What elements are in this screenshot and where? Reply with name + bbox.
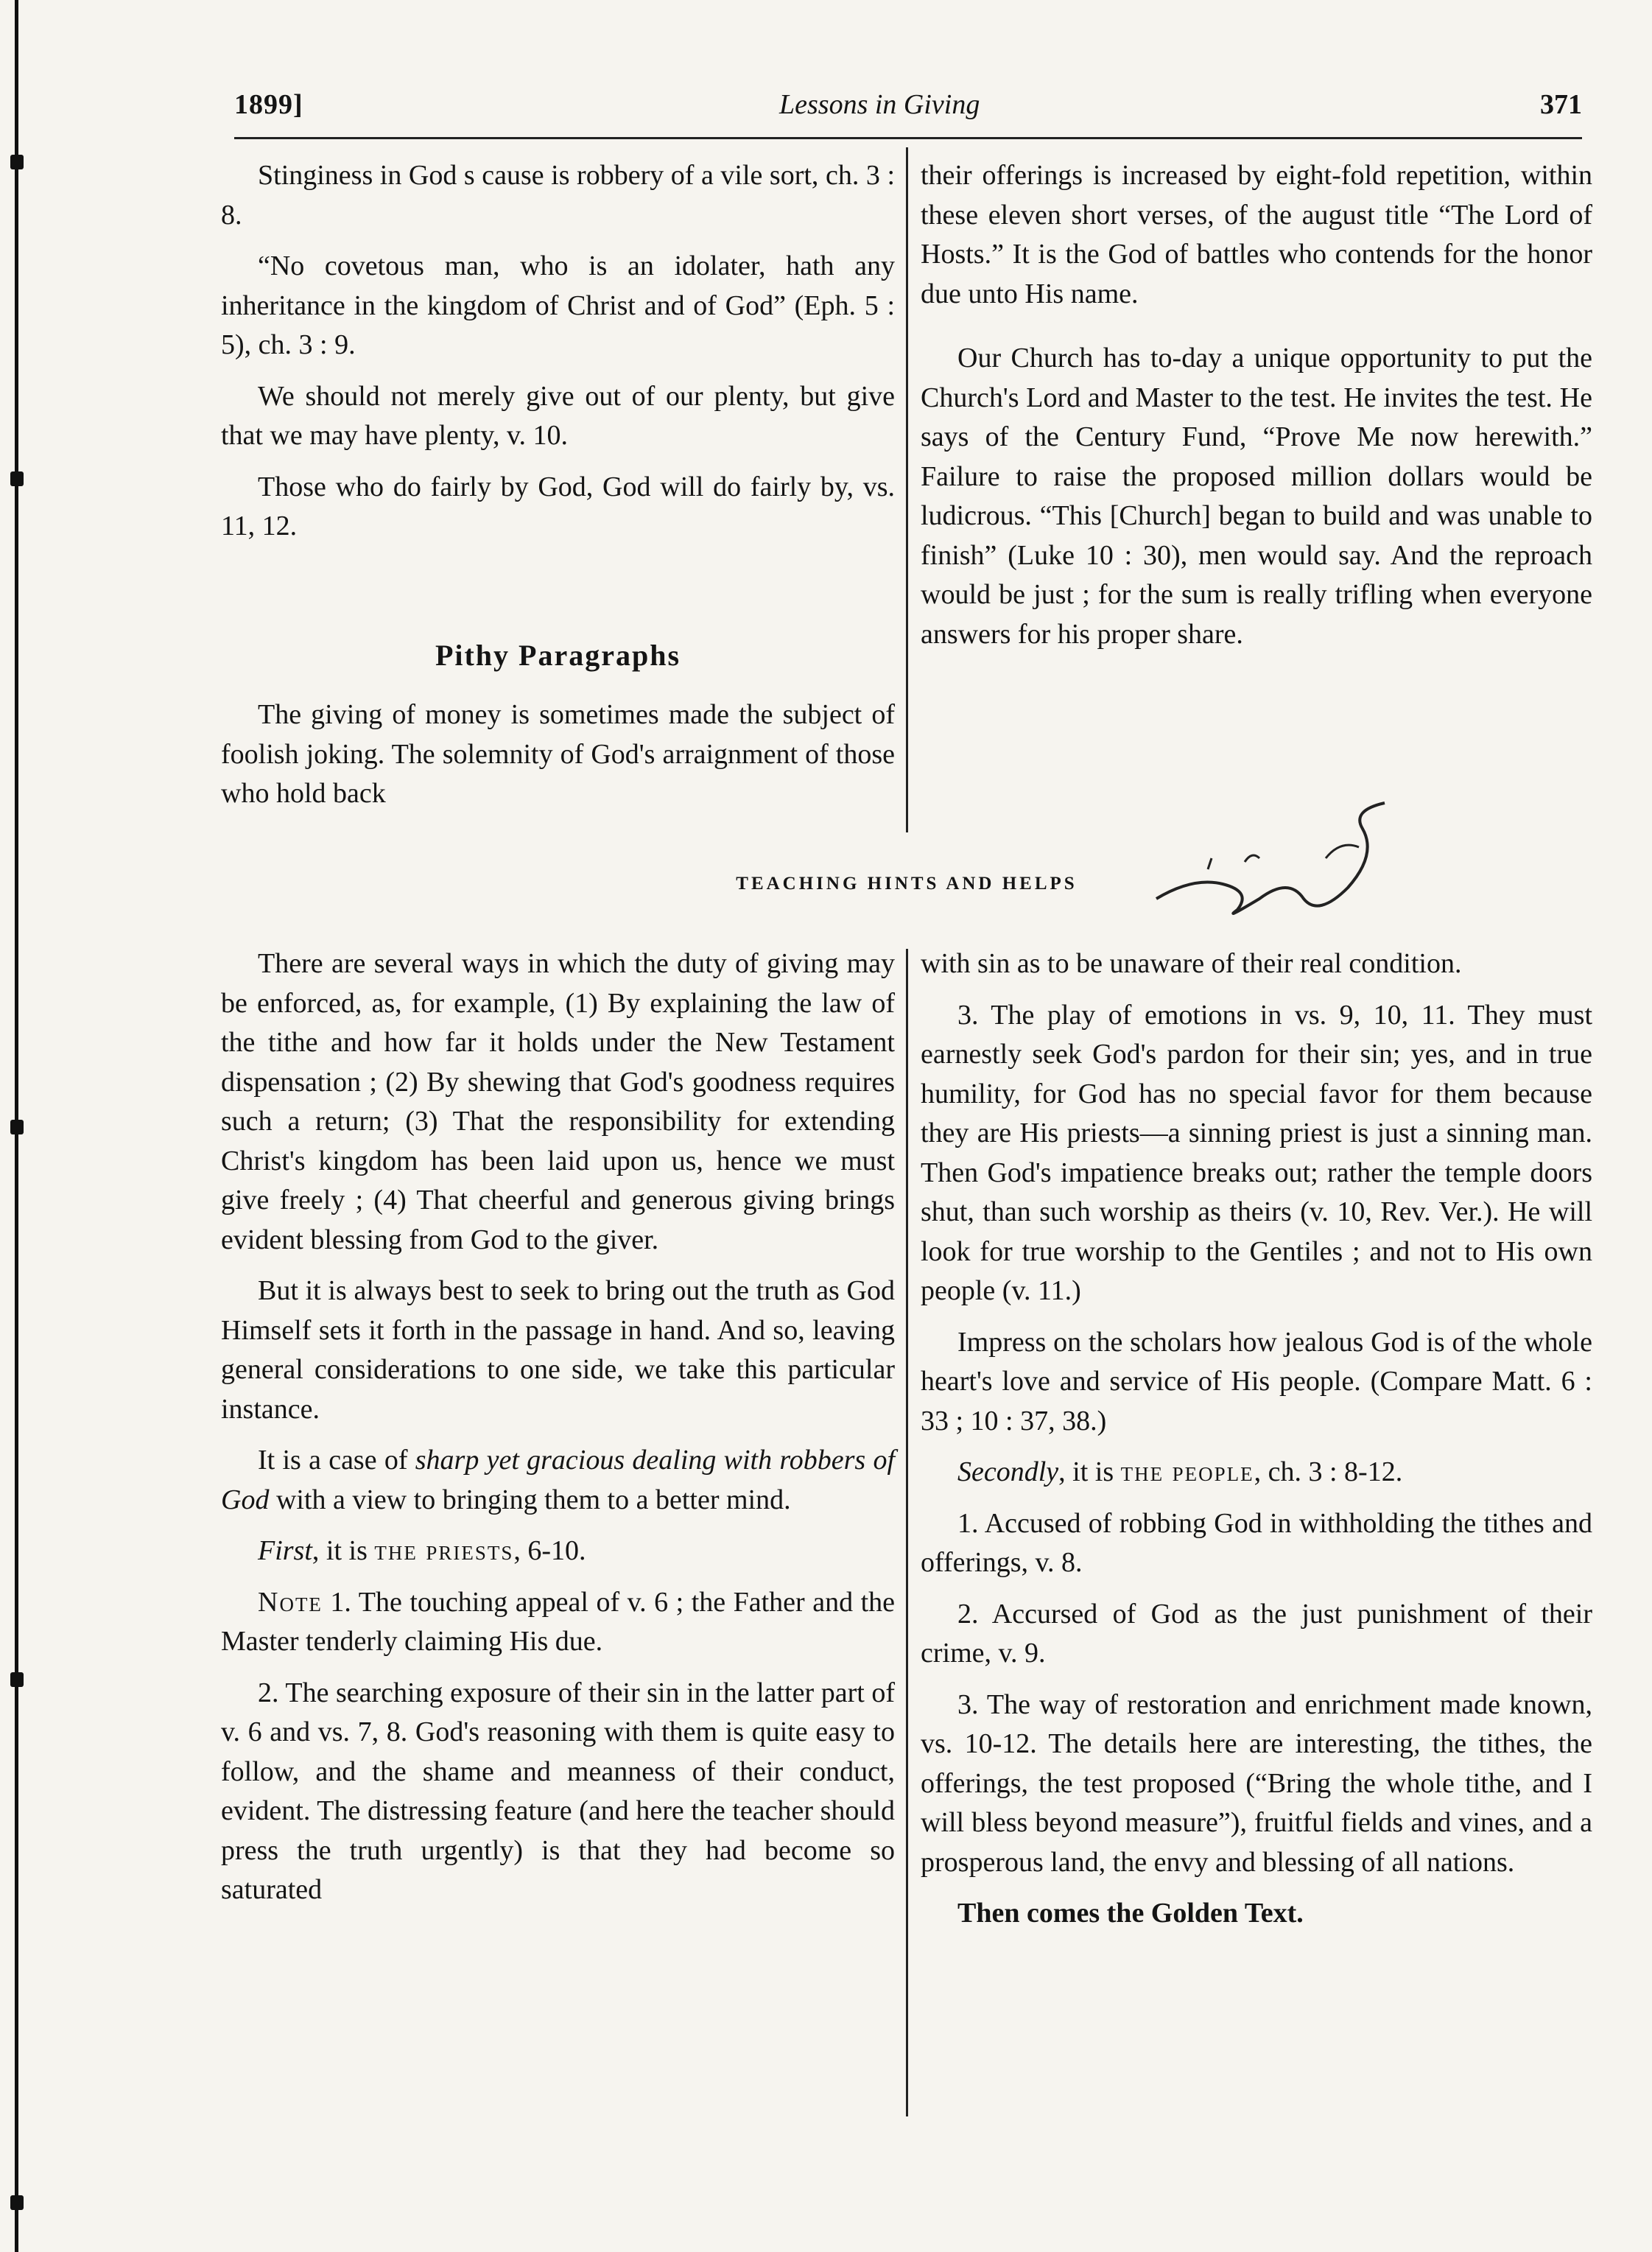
column-divider: [906, 949, 908, 2116]
emphasis: sharp yet gracious dealing with robbers of God: [221, 1445, 896, 1515]
paragraph: Stinginess in God s cause is robbery of a vile sort, ch. 3 : 8.: [221, 160, 895, 231]
paragraph: There are several ways in which the duty of giving may be enforced, as, for example, (1) By explaining the law of the tithe and how far it holds under the New Testament dispensation ; (2) By shewing that God's goodness requires such a return; (3) That the responsibility for extending Christ's kingdom has been laid upon us, hence we must give freely ; (4) That cheerful and generous giving brings evident blessing from God to the giver.: [221, 948, 895, 1255]
text-run: , it is: [1058, 1456, 1121, 1487]
paragraph: 3. The play of emotions in vs. 9, 10, 11. They must earnestly seek God's pardon for their sin; yes, and in true humility, for God has no special favor for them because they are His priests—a sinning priest is just a sinning man. Then God's impatience breaks out; rather the temple doors shut, than such worship as theirs (v. 10, Rev. Ver.). He will look for true worship to the Gentiles ; and not to His own people (v. 11.): [921, 999, 1592, 1306]
text-run: with a view to bringing them to a better mind.: [269, 1484, 791, 1515]
paragraph: their offerings is increased by eight-fold repetition, within these eleven short verses, of the august title “The Lord of Hosts.” It is the God of battles who contends for the honor due unto His name.: [921, 160, 1592, 309]
handwritten-scribble: [1142, 788, 1436, 936]
binding-mark: [10, 1120, 24, 1134]
small-caps: Note: [258, 1586, 323, 1618]
small-caps: the people: [1120, 1456, 1254, 1487]
bottom-right-column: [921, 944, 1592, 1946]
header-year: 1899]: [234, 89, 303, 120]
paragraph: with sin as to be unaware of their real condition.: [921, 948, 1462, 979]
text-run: , ch. 3 : 8-12.: [1254, 1456, 1403, 1487]
bottom-left-column: [221, 944, 895, 1922]
binding-mark: [10, 155, 24, 169]
paragraph: [221, 1583, 895, 1662]
paragraph: [921, 1453, 1592, 1492]
paragraph: “No covetous man, who is an idolater, hath any inheritance in the kingdom of Christ and of God” (Eph. 5 : 5), ch. 3 : 9.: [221, 250, 895, 360]
small-caps: the priests: [374, 1535, 514, 1566]
paragraph: 2. The searching exposure of their sin in the latter part of v. 6 and vs. 7, 8. God's reasoning with them is quite easy to follow, and the shame and meanness of their conduct, evident. The distressing feature (and here the teacher should press the truth urgently) is that they had become so saturated: [221, 1677, 895, 1905]
paragraph: [221, 1441, 895, 1520]
paragraph: We should not merely give out of our plenty, but give that we may have plenty, v. 10.: [221, 380, 895, 451]
paragraph: Those who do fairly by God, God will do fairly by, vs. 11, 12.: [221, 471, 895, 541]
emphasis: Secondly: [957, 1456, 1059, 1487]
top-right-column: [921, 156, 1592, 666]
binding-mark: [10, 471, 24, 486]
page-header: [234, 83, 1582, 127]
top-left-column: [221, 156, 895, 558]
text-run: It is a case of: [258, 1445, 415, 1476]
paragraph: But it is always best to seek to bring out the truth as God Himself sets it forth in the passage in hand. And so, leaving general considerations to one side, we take this particular instance.: [221, 1275, 895, 1425]
pithy-paragraphs-heading: Pithy Paragraphs: [435, 639, 681, 672]
page-number: 371: [1540, 89, 1582, 120]
paragraph: Then comes the Golden Text.: [957, 1898, 1304, 1929]
text-run: 1. The touching appeal of v. 6 ; the Father and the Master tenderly claiming His due.: [221, 1586, 895, 1657]
pithy-paragraphs-text: [221, 695, 895, 826]
paragraph: Impress on the scholars how jealous God is of the whole heart's love and service of His people. (Compare Matt. 6 : 33 ; 10 : 37, 38.): [921, 1326, 1592, 1437]
paragraph: 2. Accursed of God as the just punishment of their crime, v. 9.: [921, 1598, 1592, 1669]
paragraph: The giving of money is sometimes made the subject of foolish joking. The solemnity of God's arraignment of those who hold back: [221, 699, 895, 809]
binding-mark: [10, 1672, 24, 1687]
paragraph: Our Church has to-day a unique opportunity to put the Church's Lord and Master to the test. He invites the test. He says of the Century Fund, “Prove Me now herewith.” Failure to raise the proposed million dollars would be ludicrous. “This [Church] began to build and was unable to finish” (Luke 10 : 30), men would say. And the reproach would be just ; for the sum is really trifling when everyone answers for his proper share.: [921, 343, 1592, 650]
emphasis: First: [258, 1535, 312, 1566]
paragraph: 1. Accused of robbing God in withholding the tithes and offerings, v. 8.: [921, 1507, 1592, 1578]
text-run: , 6-10.: [513, 1535, 586, 1566]
text-run: , it is: [312, 1535, 375, 1566]
column-divider: [906, 147, 908, 832]
binding-mark: [10, 2195, 24, 2210]
paragraph: 3. The way of restoration and enrichment made known, vs. 10-12. The details here are interesting, the tithes, the offerings, the test proposed (“Bring the whole tithe, and I will bless beyond measure”), fruitful fields and vines, and a prosperous land, the envy and blessing of all nations.: [921, 1688, 1592, 1878]
header-rule: [234, 137, 1582, 139]
teaching-hints-heading: TEACHING HINTS AND HELPS: [736, 874, 1078, 894]
running-title: Lessons in Giving: [779, 89, 980, 120]
paragraph: [221, 1532, 895, 1571]
